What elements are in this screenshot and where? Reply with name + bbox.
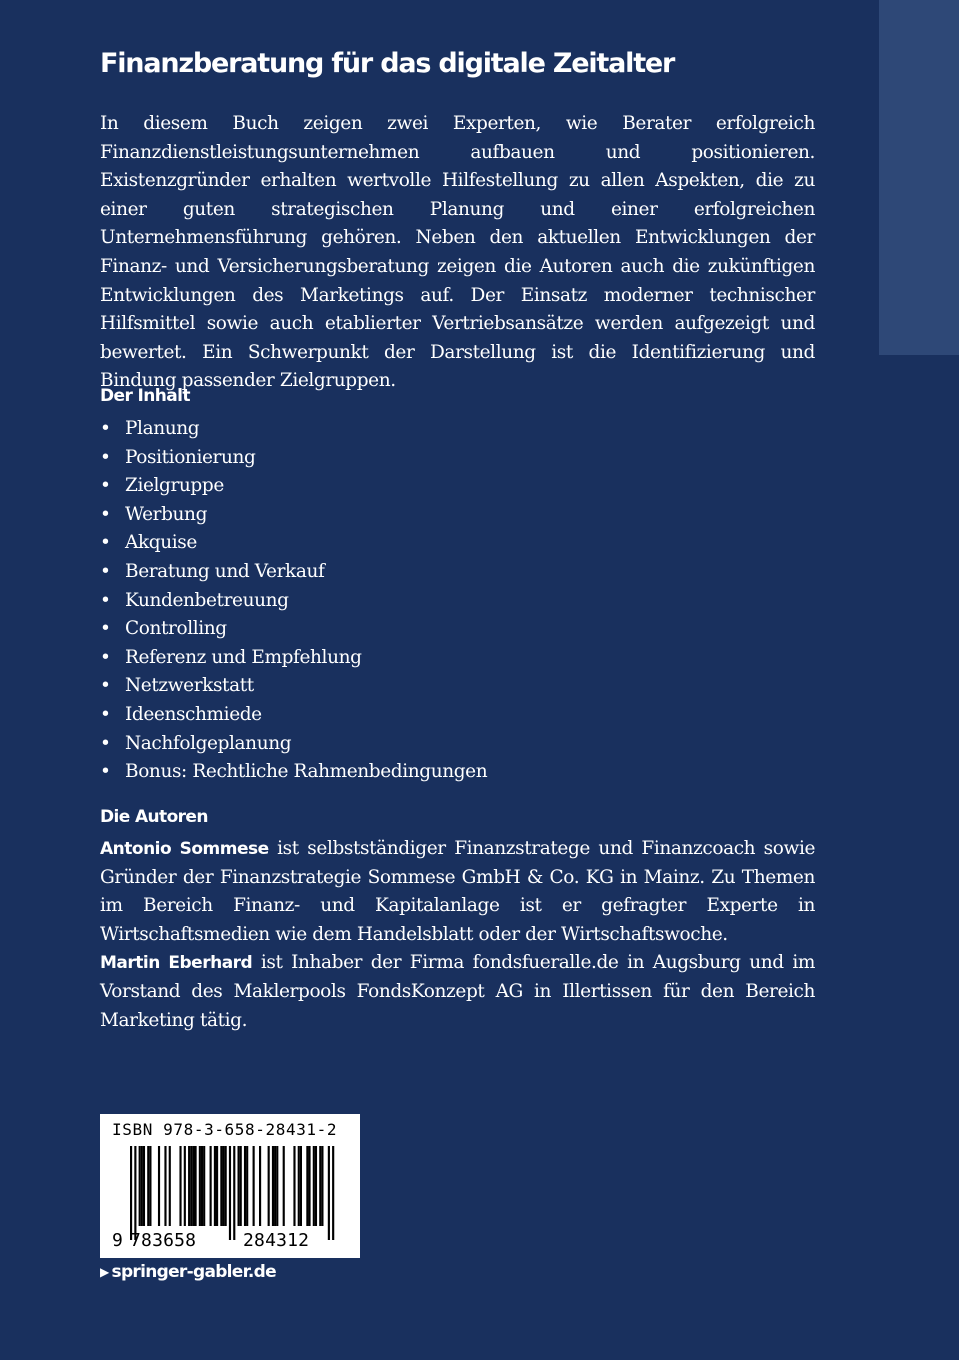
barcode-bar — [214, 1146, 216, 1226]
barcode-bar — [220, 1146, 222, 1226]
barcode-bar — [268, 1146, 270, 1226]
barcode-bar — [164, 1146, 166, 1226]
bullet-icon: • — [100, 646, 111, 668]
barcode-bar — [210, 1146, 212, 1226]
isbn-label: ISBN 978-3-658-28431-2 — [112, 1120, 338, 1139]
barcode-bar — [276, 1146, 278, 1226]
bullet-icon: • — [100, 703, 111, 725]
barcode-bar — [192, 1146, 194, 1226]
barcode-bar — [190, 1146, 192, 1226]
contents-item-label: Controlling — [125, 618, 227, 640]
contents-item-label: Nachfolgeplanung — [125, 732, 292, 754]
barcode-bar — [283, 1146, 285, 1226]
barcode-bar — [216, 1146, 218, 1226]
book-title: Finanzberatung für das digitale Zeitalter — [100, 48, 675, 79]
contents-item-label: Netzwerkstatt — [125, 675, 254, 697]
barcode-bar — [238, 1146, 240, 1226]
contents-item — [100, 501, 487, 530]
barcode-bar — [319, 1146, 321, 1226]
contents-list — [100, 415, 487, 787]
bullet-icon: • — [100, 418, 111, 439]
barcode-bar — [332, 1146, 334, 1240]
publisher-website[interactable] — [100, 1262, 276, 1282]
bullet-icon: • — [100, 446, 111, 468]
barcode-bar — [233, 1146, 235, 1240]
barcode-bar — [158, 1146, 160, 1226]
barcode-bar — [179, 1146, 181, 1226]
contents-item — [100, 730, 487, 759]
contents-item-label: Akquise — [125, 532, 197, 554]
authors-heading: Die Autoren — [100, 807, 208, 827]
barcode-bar — [259, 1146, 261, 1226]
barcode-bar — [306, 1146, 308, 1226]
barcode-bar — [147, 1146, 149, 1226]
barcode-bar — [298, 1146, 300, 1226]
barcode-bar — [134, 1146, 136, 1240]
contents-heading: Der Inhalt — [100, 386, 190, 406]
contents-item-label: Ideenschmiede — [125, 703, 262, 725]
bullet-icon: • — [100, 503, 111, 525]
contents-item — [100, 615, 487, 644]
contents-item-label: Werbung — [125, 503, 208, 525]
barcode-bar — [308, 1146, 310, 1226]
barcode-bar — [313, 1146, 315, 1226]
barcode-bar — [130, 1146, 132, 1240]
authors-paragraph — [100, 835, 815, 1035]
barcode-bar — [244, 1146, 246, 1226]
author-name: Martin Eberhard — [100, 953, 253, 974]
intro-paragraph: In diesem Buch zeigen zwei Experten, wie Berater erfolgreich Finanzdienstleistungsunternehmen aufbauen und positionieren. Existenzgründer erhalten wertvolle Hilfestellung zu allen Aspekten, die zu einer guten strategischen Planung und einer erfolgreichen Unternehmensführung gehören. Neben den aktuellen Entwicklungen der Finanz- und Versicherungsberatung zeigen die Autoren auch die zukünftigen Entwicklungen des Marketings auf. Der Einsatz moderner technischer Hilfsmittel sowie auch etablierter Vertriebsansätze werden aufgezeigt und bewertet. Ein Schwerpunkt der Darstellung ist die Identifizierung und Bindung passender Zielgruppen. — [100, 113, 815, 392]
contents-item-label: Positionierung — [125, 446, 256, 468]
contents-item — [100, 758, 487, 787]
bullet-icon: • — [100, 675, 111, 697]
bullet-icon: • — [100, 761, 111, 783]
website-url: springer-gabler.de — [111, 1262, 276, 1282]
barcode-bar — [143, 1146, 145, 1226]
contents-item — [100, 672, 487, 701]
decorative-side-strip — [879, 0, 959, 355]
barcode-bar — [199, 1146, 201, 1226]
barcode-bar — [141, 1146, 143, 1226]
barcode-bar — [225, 1146, 227, 1226]
author-name: Antonio Sommese — [100, 839, 269, 859]
bullet-icon: • — [100, 475, 111, 497]
barcode-digit: 9 — [112, 1230, 123, 1251]
barcode-bar — [195, 1146, 197, 1226]
contents-item — [100, 701, 487, 730]
barcode-bar — [203, 1146, 205, 1226]
isbn-barcode — [100, 1114, 360, 1258]
contents-item — [100, 558, 487, 587]
contents-item — [100, 444, 487, 473]
contents-item — [100, 587, 487, 616]
barcode-bar — [139, 1146, 141, 1226]
barcode-digits-left: 783658 — [130, 1230, 197, 1251]
author-bio: ist selbstständiger Finanzstratege und Finanzcoach sowie Gründer der Finanzstrategie Sommese GmbH & Co. KG in Mainz. Zu Themen im Bereich Finanz- und Kapitalanlage ist er gefragter Experte in Wirtschaftsmedien wie dem Handelsblatt oder der Wirtschaftswoche. — [100, 838, 816, 945]
barcode-bar — [229, 1146, 231, 1240]
barcode-bar — [222, 1146, 224, 1226]
contents-item — [100, 644, 487, 673]
barcode-bar — [246, 1146, 248, 1226]
barcode-bar — [253, 1146, 255, 1226]
barcode-bar — [188, 1146, 190, 1226]
barcode-bar — [274, 1146, 276, 1226]
barcode-bar — [315, 1146, 317, 1226]
bullet-icon: • — [100, 532, 111, 554]
contents-item-label: Zielgruppe — [125, 475, 224, 497]
contents-item-label: Bonus: Rechtliche Rahmenbedingungen — [125, 761, 488, 783]
bullet-icon: • — [100, 589, 111, 611]
contents-item — [100, 529, 487, 558]
play-arrow-icon: ▶ — [100, 1265, 109, 1279]
barcode-bar — [300, 1146, 302, 1226]
barcode-digits-right: 284312 — [243, 1230, 310, 1251]
barcode-bar — [201, 1146, 203, 1226]
barcode-bar — [328, 1146, 330, 1240]
bullet-icon: • — [100, 732, 111, 754]
bullet-icon: • — [100, 618, 111, 640]
contents-item-label: Beratung und Verkauf — [125, 560, 325, 582]
bullet-icon: • — [100, 560, 111, 582]
barcode-bar — [240, 1146, 242, 1226]
barcode-bar — [169, 1146, 171, 1226]
author-bio: ist Inhaber der Firma fondsfueralle.de in Augsburg und im Vorstand des Maklerpools FondsKonzept AG in Illertissen für den Bereich Marketing tätig. — [100, 952, 815, 1031]
barcode-bar — [272, 1146, 274, 1226]
barcode-bar — [293, 1146, 295, 1226]
contents-item-label: Referenz und Empfehlung — [125, 646, 362, 668]
contents-item-label: Planung — [125, 418, 200, 439]
contents-item-label: Kundenbetreuung — [125, 589, 289, 611]
barcode-bar — [149, 1146, 151, 1226]
contents-item — [100, 415, 487, 444]
contents-item — [100, 472, 487, 501]
barcode-bar — [184, 1146, 186, 1226]
barcode-bar — [321, 1146, 323, 1226]
